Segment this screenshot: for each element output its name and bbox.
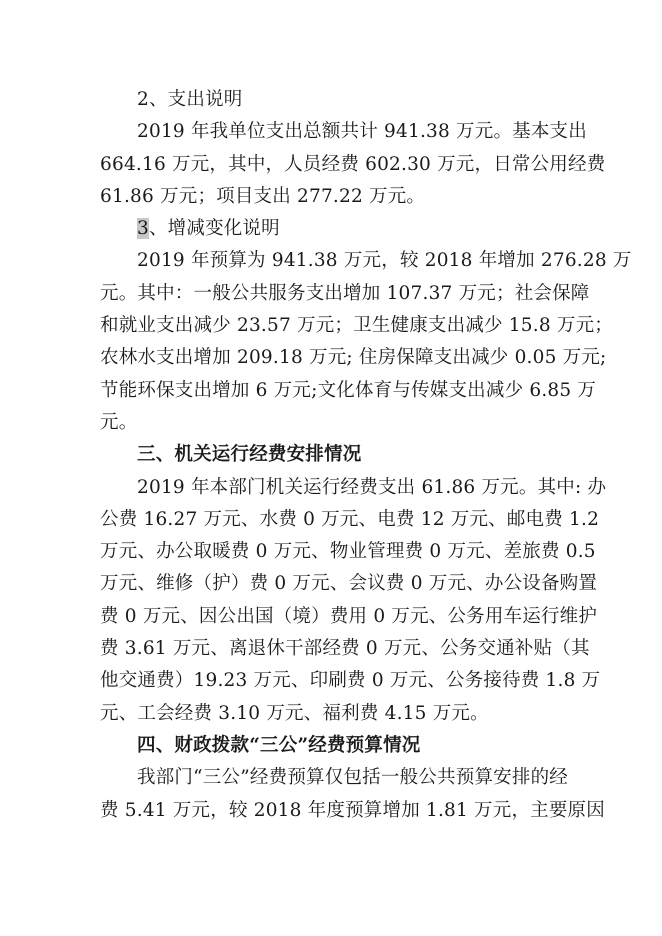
paragraph-line: 费 5.41 万元，较 2018 年度预算增加 1.81 万元，主要原因	[100, 799, 605, 821]
paragraph-line: 2019 年我单位支出总额共计 941.38 万元。基本支出	[137, 121, 587, 143]
paragraph-line: 元。其中：一般公共服务支出增加 107.37 万元；社会保障	[100, 282, 590, 304]
text-selection-highlight[interactable]: 3	[137, 218, 149, 240]
paragraph-line: 公费 16.27 万元、水费 0 万元、电费 12 万元、邮电费 1.2	[100, 508, 600, 530]
paragraph-line: 节能环保支出增加 6 万元;文化体育与传媒支出减少 6.85 万	[100, 379, 597, 401]
paragraph-line: 664.16 万元，其中，人员经费 602.30 万元，日常公用经费	[100, 153, 606, 175]
paragraph-line: 费 0 万元、因公出国（境）费用 0 万元、公务用车运行维护	[100, 605, 598, 627]
paragraph-line: 元。	[100, 411, 138, 433]
section-title-text: 、增减变化说明	[148, 218, 280, 240]
heading-operating-expenses: 三、机关运行经费安排情况	[137, 444, 362, 466]
paragraph-line: 他交通费）19.23 万元、印刷费 0 万元、公务接待费 1.8 万	[100, 670, 601, 692]
paragraph-line: 2019 年预算为 941.38 万元，较 2018 年增加 276.28 万	[137, 250, 632, 272]
section-title-text: 2、支出说明	[137, 89, 243, 110]
paragraph-line: 和就业支出减少 23.57 万元；卫生健康支出减少 15.8 万元；	[100, 315, 613, 337]
document-page	[100, 84, 632, 827]
paragraph-line: 万元、维修（护）费 0 万元、会议费 0 万元、办公设备购置	[100, 573, 598, 595]
paragraph-line: 费 3.61 万元、离退休干部经费 0 万元、公务交通补贴（其	[100, 638, 590, 660]
paragraph-line: 61.86 万元；项目支出 277.22 万元。	[100, 185, 426, 207]
paragraph-line: 农林水支出增加 209.18 万元; 住房保障支出减少 0.05 万元;	[100, 347, 607, 369]
section-title-change	[100, 213, 568, 245]
heading-three-public-expenses: 四、财政拨款“三公”经费预算情况	[137, 734, 421, 756]
section-title-expenditure	[100, 84, 568, 116]
paragraph-line: 万元、办公取暖费 0 万元、物业管理费 0 万元、差旅费 0.5	[100, 541, 596, 563]
paragraph-line: 2019 年本部门机关运行经费支出 61.86 万元。其中: 办	[137, 476, 607, 498]
paragraph-line: 元、工会经费 3.10 万元、福利费 4.15 万元。	[100, 702, 489, 724]
paragraph-line: 我部门“三公”经费预算仅包括一般公共预算安排的经	[137, 767, 568, 789]
